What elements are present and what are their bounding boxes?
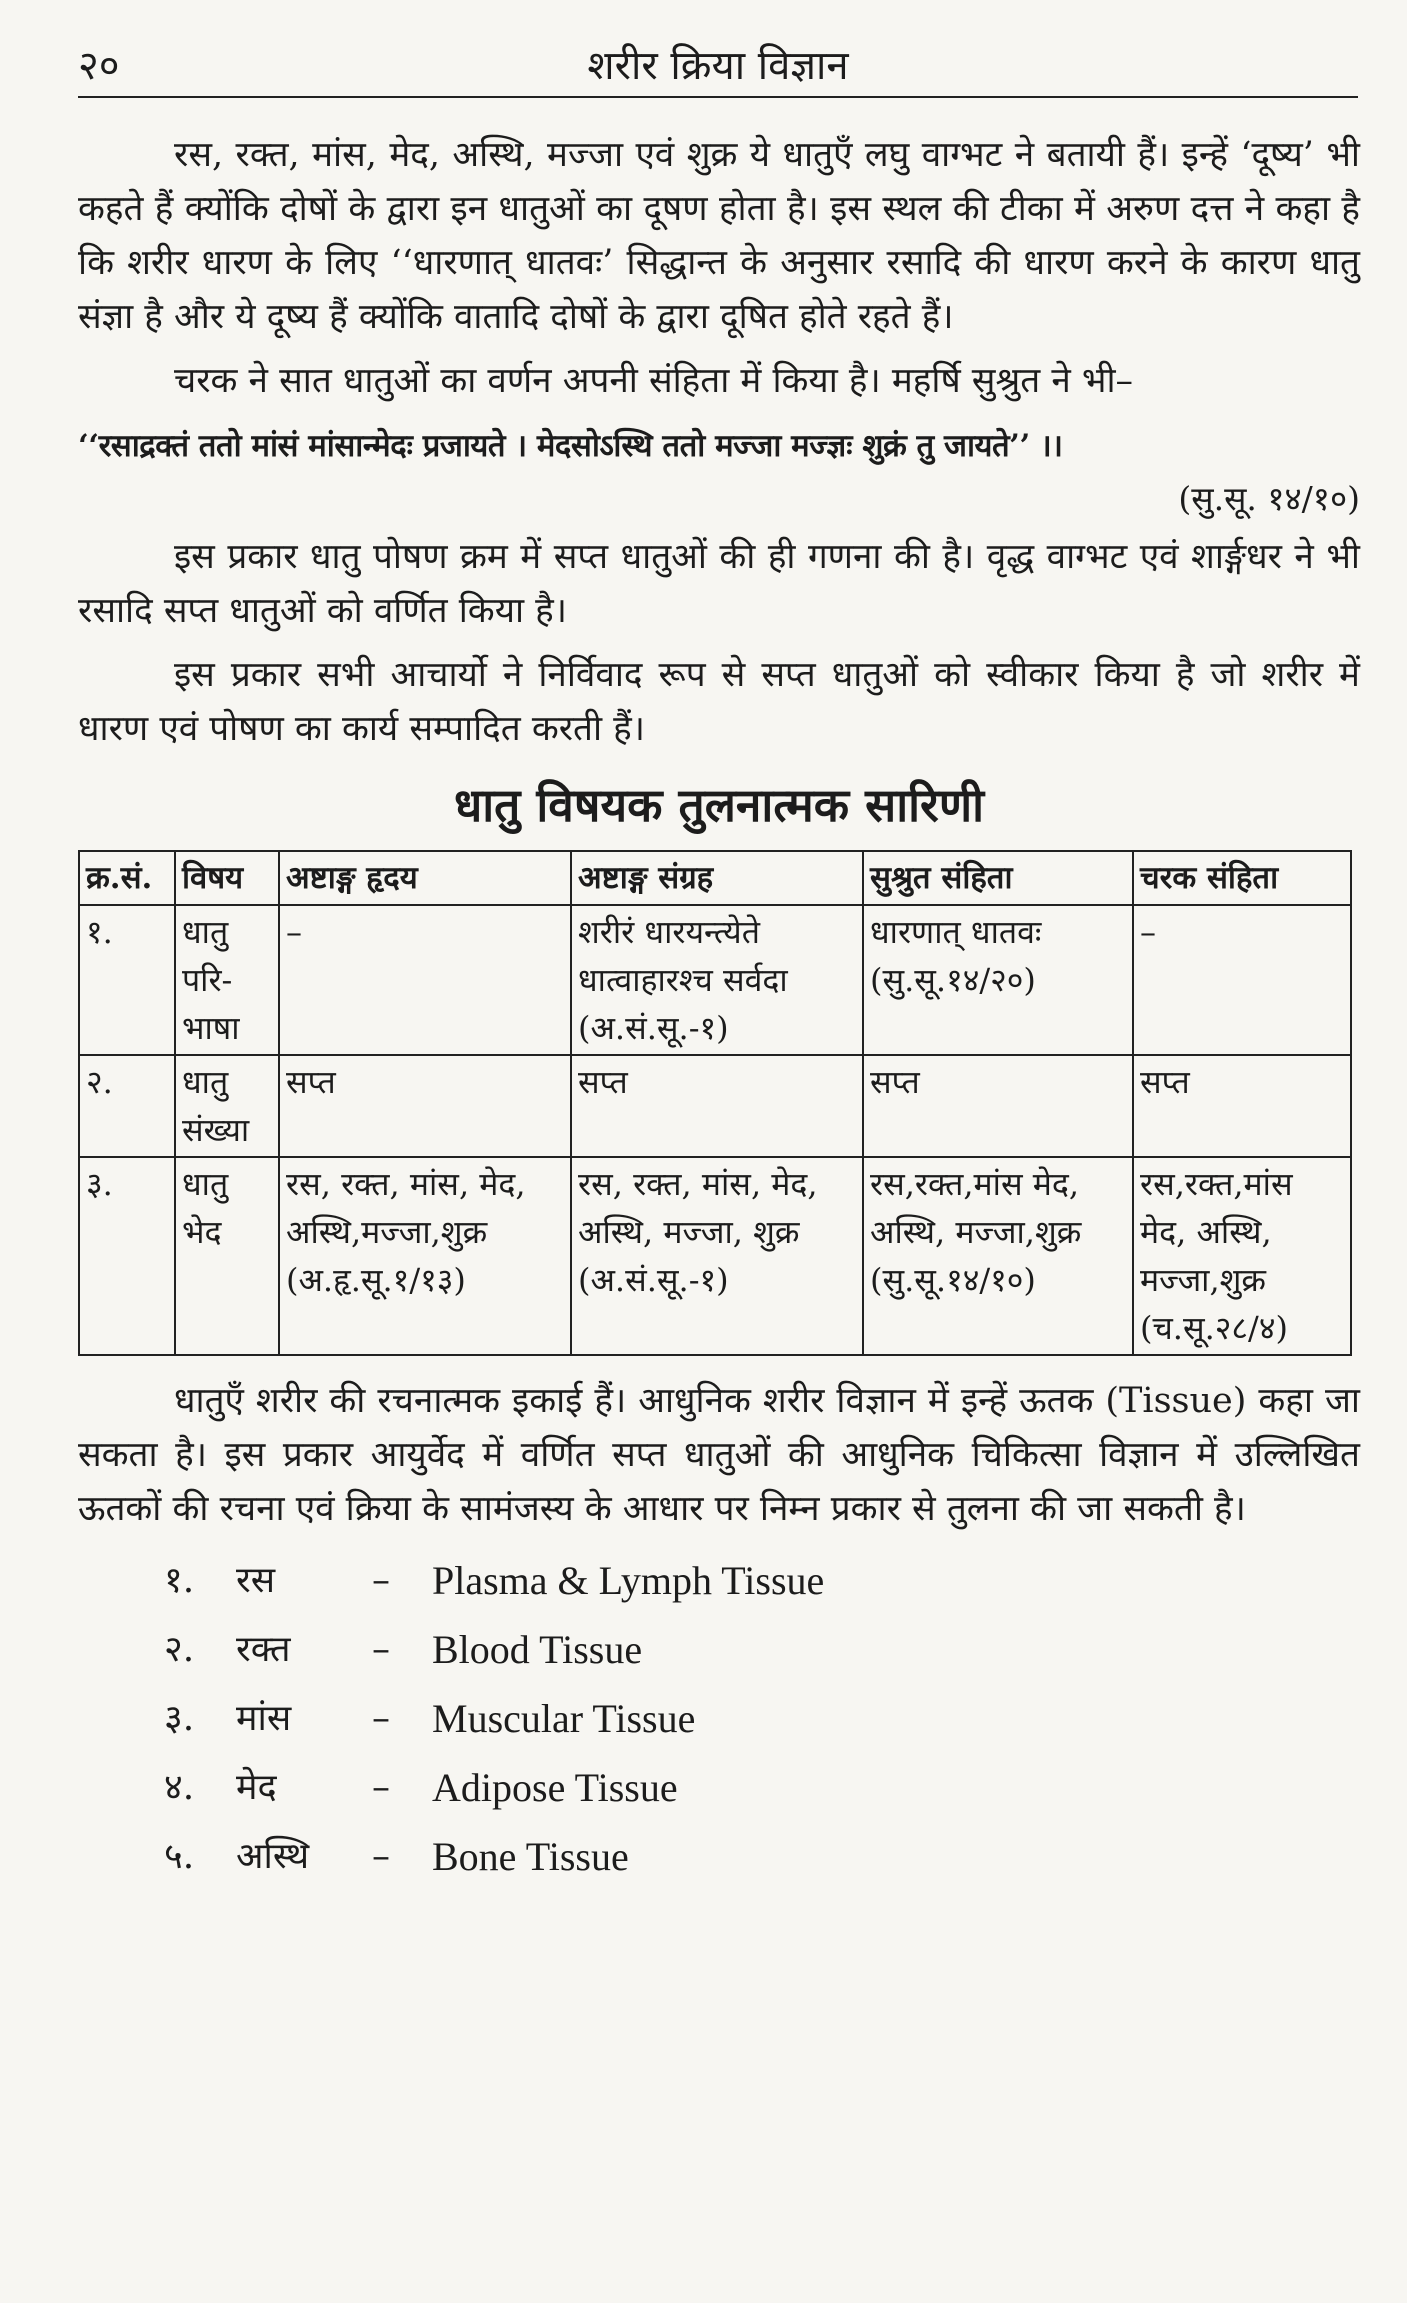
list-item-number: २. bbox=[164, 1629, 195, 1670]
header-ashtanga-hridaya: अष्टाङ्ग हृदय bbox=[279, 851, 571, 905]
page-content bbox=[78, 128, 1360, 1891]
shloka-reference: (सु.सू. १४/१०) bbox=[1178, 479, 1360, 518]
cell-sushruta: सप्त bbox=[863, 1055, 1133, 1157]
table-header-row bbox=[79, 851, 1351, 905]
paragraph-dhatu-intro: रस, रक्त, मांस, मेद, अस्थि, मज्जा एवं शुक्र ये धातुएँ लघु वाग्भट ने बतायी हैं। इन्हें ‘दूष्य’ भी कहते हैं क्योंकि दोषों के द्वारा इन धातुओं का दूषण होता है। इस स्थल की टीका में अरुण दत्त ने कहा है कि शरीर धारण के लिए ‘‘धारणात् धातवः’ सिद्धान्त के अनुसार रसादि की धारण करने के कारण धातु संज्ञा है और ये दूष्य हैं क्योंकि वातादि दोषों के द्वारा दूषित होते रहते हैं। bbox=[78, 135, 1360, 337]
paragraph-poshan-kram: इस प्रकार धातु पोषण क्रम में सप्त धातुओं की ही गणना की है। वृद्ध वाग्भट एवं शार्ङ्गधर ने भी रसादि सप्त धातुओं को वर्णित किया है। bbox=[78, 537, 1360, 631]
running-title: शरीर क्रिया विज्ञान bbox=[587, 43, 849, 89]
header-serial: क्र.सं. bbox=[79, 851, 175, 905]
list-item-dhatu: अस्थि bbox=[236, 1836, 310, 1877]
page-header bbox=[78, 38, 1358, 98]
cell-charaka: सप्त bbox=[1133, 1055, 1351, 1157]
list-item-dhatu: मांस bbox=[236, 1698, 292, 1739]
list-item-number: ४. bbox=[164, 1767, 195, 1808]
header-sushruta-samhita: सुश्रुत संहिता bbox=[863, 851, 1133, 905]
list-item-tissue: Adipose Tissue bbox=[432, 1765, 678, 1810]
cell-charaka: – bbox=[1133, 905, 1351, 1055]
header-ashtanga-sangraha: अष्टाङ्ग संग्रह bbox=[571, 851, 863, 905]
cell-serial: २. bbox=[79, 1055, 175, 1157]
list-item-dash: – bbox=[372, 1836, 390, 1877]
list-item-number: ५. bbox=[164, 1836, 195, 1877]
cell-serial: १. bbox=[79, 905, 175, 1055]
list-item-tissue: Blood Tissue bbox=[432, 1627, 643, 1672]
list-item bbox=[164, 1684, 1360, 1753]
header-charaka-samhita: चरक संहिता bbox=[1133, 851, 1351, 905]
table-row bbox=[79, 1055, 1351, 1157]
list-item bbox=[164, 1546, 1360, 1615]
list-item-tissue: Muscular Tissue bbox=[432, 1696, 696, 1741]
header-subject: विषय bbox=[175, 851, 279, 905]
paragraph-modern-comparison: धातुएँ शरीर की रचनात्मक इकाई हैं। आधुनिक शरीर विज्ञान में इन्हें ऊतक (Tissue) कहा जा सकता है। इस प्रकार आयुर्वेद में वर्णित सप्त धातुओं की आधुनिक चिकित्सा विज्ञान में उल्लिखित ऊतकों की रचना एवं क्रिया के सामंजस्य के आधार पर निम्न प्रकार से तुलना की जा सकती है। bbox=[78, 1381, 1360, 1529]
list-item-tissue: Bone Tissue bbox=[432, 1834, 629, 1879]
list-item-tissue: Plasma & Lymph Tissue bbox=[432, 1558, 825, 1603]
cell-ashtanga-hridaya: सप्त bbox=[279, 1055, 571, 1157]
sanskrit-shloka: ‘‘रसाद्रक्तं ततो मांसं मांसान्मेदः प्रजायते । मेदसोऽस्थि ततो मज्जा मज्ज्ञः शुक्रं तु जायते’’ ।। bbox=[78, 428, 1063, 464]
paragraph-charaka: चरक ने सात धातुओं का वर्णन अपनी संहिता में किया है। महर्षि सुश्रुत ने भी– bbox=[174, 361, 1134, 401]
cell-ashtanga-sangraha: सप्त bbox=[571, 1055, 863, 1157]
table-row bbox=[79, 1157, 1351, 1355]
list-item-dhatu: मेद bbox=[236, 1767, 277, 1808]
cell-subject: धातु संख्या bbox=[175, 1055, 279, 1157]
list-item-dash: – bbox=[372, 1629, 390, 1670]
cell-charaka: रस,रक्त,मांस मेद, अस्थि, मज्जा,शुक्र (च.सू.२८/४) bbox=[1133, 1157, 1351, 1355]
list-item-dash: – bbox=[372, 1560, 390, 1601]
cell-subject: धातु परि-भाषा bbox=[175, 905, 279, 1055]
list-item-dash: – bbox=[372, 1698, 390, 1739]
list-item-number: १. bbox=[164, 1560, 195, 1601]
list-item-dhatu: रक्त bbox=[236, 1629, 291, 1670]
paragraph-acharya: इस प्रकार सभी आचार्यो ने निर्विवाद रूप से सप्त धातुओं को स्वीकार किया है जो शरीर में धारण एवं पोषण का कार्य सम्पादित करती हैं। bbox=[78, 655, 1360, 749]
list-item bbox=[164, 1753, 1360, 1822]
list-item bbox=[164, 1822, 1360, 1891]
comparison-table bbox=[78, 850, 1352, 1356]
cell-ashtanga-sangraha: रस, रक्त, मांस, मेद, अस्थि, मज्जा, शुक्र (अ.सं.सू.-१) bbox=[571, 1157, 863, 1355]
cell-sushruta: रस,रक्त,मांस मेद, अस्थि, मज्जा,शुक्र (सु.सू.१४/१०) bbox=[863, 1157, 1133, 1355]
list-item bbox=[164, 1615, 1360, 1684]
cell-ashtanga-sangraha: शरीरं धारयन्त्येते धात्वाहारश्च सर्वदा (अ.सं.सू.-१) bbox=[571, 905, 863, 1055]
cell-subject: धातु भेद bbox=[175, 1157, 279, 1355]
cell-ashtanga-hridaya: – bbox=[279, 905, 571, 1055]
list-item-number: ३. bbox=[164, 1698, 195, 1739]
table-row bbox=[79, 905, 1351, 1055]
cell-ashtanga-hridaya: रस, रक्त, मांस, मेद, अस्थि,मज्जा,शुक्र (अ.हृ.सू.१/१३) bbox=[279, 1157, 571, 1355]
list-item-dash: – bbox=[372, 1767, 390, 1808]
page-number: २० bbox=[78, 43, 120, 89]
list-item-dhatu: रस bbox=[236, 1560, 276, 1601]
cell-sushruta: धारणात् धातवः (सु.सू.१४/२०) bbox=[863, 905, 1133, 1055]
tissue-list bbox=[164, 1546, 1360, 1891]
table-title: धातु विषयक तुलनात्मक सारिणी bbox=[453, 778, 985, 832]
cell-serial: ३. bbox=[79, 1157, 175, 1355]
